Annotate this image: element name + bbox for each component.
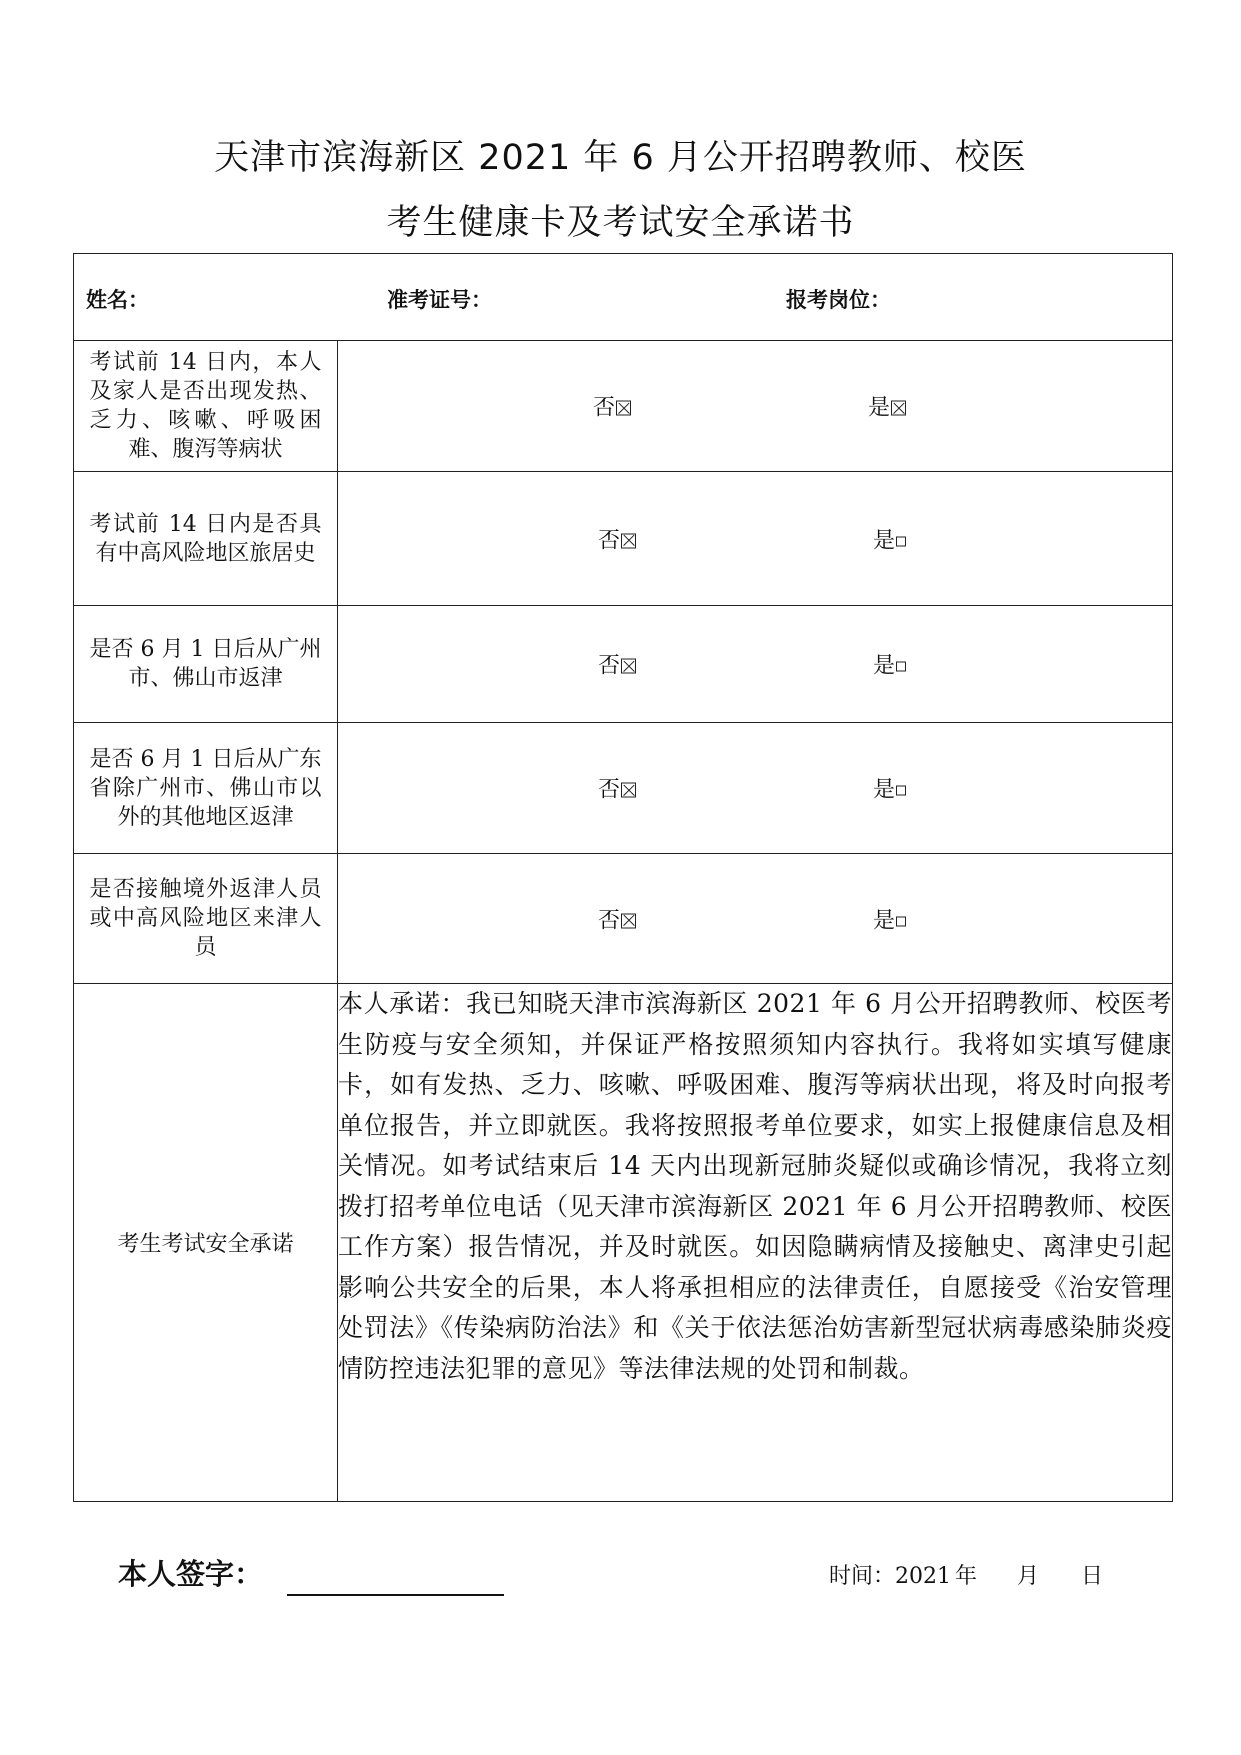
question-text: 是否 6 月 1 日后从广东省除广州市、佛山市以外的其他地区返津	[89, 746, 322, 830]
date-month-unit: 月	[1017, 1564, 1040, 1589]
pledge-label: 考生考试安全承诺	[74, 984, 338, 1502]
question-text: 考试前 14 日内是否具有中高风险地区旅居史	[89, 511, 322, 566]
checked-checkbox-icon[interactable]	[621, 659, 636, 674]
question-cell	[74, 723, 338, 854]
empty-checkbox-icon[interactable]	[896, 786, 906, 796]
question-cell	[74, 341, 338, 472]
option-yes[interactable]	[873, 773, 906, 804]
option-no[interactable]	[598, 523, 636, 554]
option-yes[interactable]	[873, 523, 906, 554]
date-line	[829, 1559, 1103, 1590]
option-no-label: 否	[598, 777, 621, 803]
option-yes-label: 是	[873, 653, 896, 679]
question-text: 是否 6 月 1 日后从广州市、佛山市返津	[89, 637, 322, 691]
option-yes-label: 是	[873, 777, 896, 803]
answer-cell	[338, 472, 1173, 606]
question-row	[74, 472, 1173, 606]
checked-checkbox-icon[interactable]	[616, 401, 631, 416]
document-subtitle: 考生健康卡及考试安全承诺书	[386, 203, 855, 243]
name-label: 姓名：	[86, 288, 149, 312]
option-no[interactable]	[593, 391, 631, 422]
option-yes[interactable]	[873, 649, 906, 680]
header-row	[74, 254, 1173, 341]
checked-checkbox-icon[interactable]	[621, 533, 636, 548]
date-day-unit: 日	[1081, 1564, 1104, 1589]
pledge-row	[74, 984, 1173, 1502]
question-cell	[74, 854, 338, 984]
question-row	[74, 341, 1173, 472]
answer-cell	[338, 341, 1173, 472]
empty-checkbox-icon[interactable]	[896, 662, 906, 672]
checked-checkbox-icon[interactable]	[891, 401, 906, 416]
ticket-number-label: 准考证号：	[387, 288, 492, 312]
option-no[interactable]	[598, 649, 636, 680]
question-text: 考试前 14 日内，本人及家人是否出现发热、乏力、咳嗽、呼吸困难、腹泻等病状	[89, 350, 322, 462]
pledge-text: 本人承诺：我已知晓天津市滨海新区 2021 年 6 月公开招聘教师、校医考生防疫与安全须知，并保证严格按照须知内容执行。我将如实填写健康卡，如有发热、乏力、咳嗽、呼吸困难、腹泻等病状出现，将及时向报考单位报告，并立即就医。我将按照报考单位要求，如实上报健康信息及相关情况。如考试结束后 14 天内出现新冠肺炎疑似或确诊情况，我将立刻拨打招考单位电话（见天津市滨海新区 2021 年 6 月公开招聘教师、校医工作方案）报告情况，并及时就医。如因隐瞒病情及接触史、离津史引起影响公共安全的后果，本人将承担相应的法律责任，自愿接受《治安管理处罚法》《传染病防治法》和《关于依法惩治妨害新型冠状病毒感染肺炎疫情防控违法犯罪的意见》等法律法规的处罚和制裁。	[338, 984, 1173, 1502]
checked-checkbox-icon[interactable]	[621, 913, 636, 928]
option-yes[interactable]	[868, 391, 906, 422]
option-yes-label: 是	[868, 395, 891, 421]
header-cell	[74, 254, 1173, 341]
option-no-label: 否	[598, 908, 621, 933]
date-year-unit: 年	[955, 1564, 978, 1589]
empty-checkbox-icon[interactable]	[896, 916, 906, 926]
checked-checkbox-icon[interactable]	[621, 783, 636, 798]
option-no[interactable]	[598, 903, 636, 934]
date-prefix: 时间：2021	[829, 1564, 951, 1589]
question-cell	[74, 606, 338, 723]
option-yes[interactable]	[873, 903, 906, 934]
question-row	[74, 723, 1173, 854]
health-card-table	[73, 253, 1173, 1502]
position-label: 报考岗位：	[786, 288, 891, 312]
option-no-label: 否	[593, 395, 616, 421]
question-row	[74, 854, 1173, 984]
signature-label: 本人签字：	[118, 1557, 264, 1591]
question-text: 是否接触境外返津人员或中高风险地区来津人员	[89, 877, 322, 960]
option-no-label: 否	[598, 528, 621, 553]
question-cell	[74, 472, 338, 606]
option-no[interactable]	[598, 773, 636, 804]
empty-checkbox-icon[interactable]	[896, 536, 906, 546]
signature-line[interactable]	[287, 1594, 504, 1596]
answer-cell	[338, 606, 1173, 723]
option-yes-label: 是	[873, 528, 896, 553]
option-no-label: 否	[598, 653, 621, 679]
answer-cell	[338, 723, 1173, 854]
question-row	[74, 606, 1173, 723]
answer-cell	[338, 854, 1173, 984]
option-yes-label: 是	[873, 908, 896, 933]
document-title: 天津市滨海新区 2021 年 6 月公开招聘教师、校医	[214, 138, 1027, 178]
